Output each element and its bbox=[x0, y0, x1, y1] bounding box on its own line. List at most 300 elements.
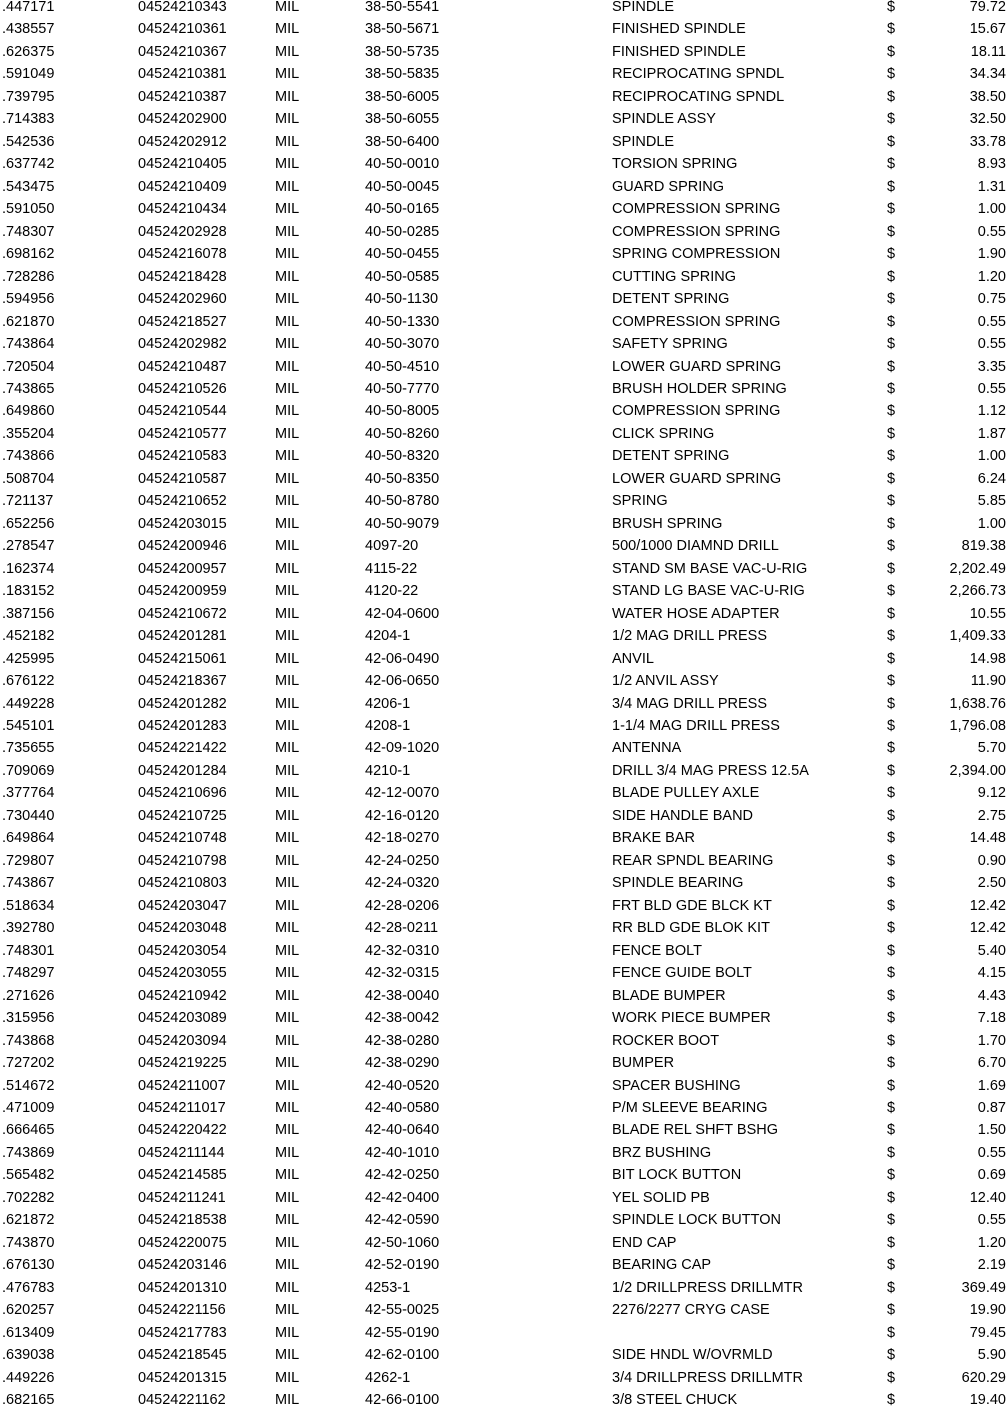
price: 7.18 bbox=[977, 1010, 1006, 1027]
item-id: .743865 bbox=[2, 380, 55, 397]
currency-symbol: $ bbox=[887, 583, 896, 600]
currency-symbol: $ bbox=[887, 470, 896, 487]
part-number: 38-50-6055 bbox=[365, 111, 440, 128]
part-number: 38-50-5541 bbox=[365, 0, 440, 15]
item-id: .452182 bbox=[2, 628, 55, 645]
part-number: 42-32-0315 bbox=[365, 965, 440, 982]
description: 1/2 DRILLPRESS DRILLMTR bbox=[612, 1279, 803, 1296]
part-number: 42-42-0590 bbox=[365, 1212, 440, 1229]
currency-symbol: $ bbox=[887, 291, 896, 308]
currency-symbol: $ bbox=[887, 785, 896, 802]
table-row bbox=[0, 876, 1006, 898]
table-row bbox=[0, 1101, 1006, 1123]
part-number: 42-42-0250 bbox=[365, 1167, 440, 1184]
table-row bbox=[0, 539, 1006, 561]
upc-code: 04524211144 bbox=[138, 1144, 225, 1161]
part-number: 42-66-0100 bbox=[365, 1392, 440, 1409]
description: BLADE REL SHFT BSHG bbox=[612, 1122, 778, 1139]
upc-code: 04524210343 bbox=[138, 0, 227, 15]
description: FINISHED SPINDLE bbox=[612, 43, 746, 60]
part-number: 42-40-0520 bbox=[365, 1077, 440, 1094]
currency-symbol: $ bbox=[887, 605, 896, 622]
price: 819.38 bbox=[961, 538, 1006, 555]
table-row bbox=[0, 0, 1006, 22]
price: 0.55 bbox=[977, 1212, 1006, 1229]
manufacturer: MIL bbox=[275, 1369, 300, 1386]
upc-code: 04524211007 bbox=[138, 1077, 226, 1094]
manufacturer: MIL bbox=[275, 201, 300, 218]
manufacturer: MIL bbox=[275, 336, 300, 353]
currency-symbol: $ bbox=[887, 448, 896, 465]
price: 6.70 bbox=[977, 1055, 1006, 1072]
manufacturer: MIL bbox=[275, 156, 300, 173]
item-id: .729807 bbox=[2, 852, 55, 869]
part-number: 4115-22 bbox=[365, 560, 418, 577]
upc-code: 04524210361 bbox=[138, 21, 227, 38]
price: 2.50 bbox=[977, 875, 1006, 892]
table-row bbox=[0, 292, 1006, 314]
manufacturer: MIL bbox=[275, 178, 300, 195]
price: 0.55 bbox=[977, 336, 1006, 353]
description: COMPRESSION SPRING bbox=[612, 403, 781, 420]
item-id: .162374 bbox=[2, 560, 55, 577]
price: 0.55 bbox=[977, 380, 1006, 397]
currency-symbol: $ bbox=[887, 762, 896, 779]
description: 1-1/4 MAG DRILL PRESS bbox=[612, 718, 780, 734]
item-id: .649860 bbox=[2, 403, 55, 420]
upc-code: 04524210803 bbox=[138, 875, 227, 892]
manufacturer: MIL bbox=[275, 987, 300, 1004]
table-row bbox=[0, 382, 1006, 404]
description: BRZ BUSHING bbox=[612, 1144, 712, 1161]
price: 3.35 bbox=[977, 358, 1006, 375]
part-number: 40-50-4510 bbox=[365, 358, 440, 375]
currency-symbol: $ bbox=[887, 875, 896, 892]
part-number: 42-06-0490 bbox=[365, 650, 440, 667]
currency-symbol: $ bbox=[887, 1099, 896, 1116]
manufacturer: MIL bbox=[275, 560, 300, 577]
price: 1.31 bbox=[977, 178, 1006, 195]
upc-code: 04524215061 bbox=[138, 650, 227, 667]
description: FENCE BOLT bbox=[612, 942, 702, 959]
description: SAFETY SPRING bbox=[612, 336, 728, 353]
price: 1.20 bbox=[977, 1234, 1006, 1251]
price: 1,638.76 bbox=[949, 695, 1006, 712]
upc-code: 04524210652 bbox=[138, 493, 227, 510]
part-number: 40-50-8260 bbox=[365, 425, 440, 442]
table-row bbox=[0, 225, 1006, 247]
part-number: 42-12-0070 bbox=[365, 785, 440, 802]
upc-code: 04524218527 bbox=[138, 313, 227, 330]
item-id: .518634 bbox=[2, 897, 55, 914]
upc-code: 04524218538 bbox=[138, 1212, 227, 1229]
description: SIDE HNDL W/OVRMLD bbox=[612, 1347, 773, 1364]
manufacturer: MIL bbox=[275, 785, 300, 802]
part-number: 40-50-0455 bbox=[365, 246, 440, 263]
description: COMPRESSION SPRING bbox=[612, 313, 781, 330]
upc-code: 04524210942 bbox=[138, 987, 227, 1004]
part-number: 4253-1 bbox=[365, 1279, 411, 1296]
price: 34.34 bbox=[969, 66, 1006, 83]
table-row bbox=[0, 1079, 1006, 1101]
price: 0.55 bbox=[977, 1144, 1006, 1161]
upc-code: 04524218428 bbox=[138, 268, 227, 285]
manufacturer: MIL bbox=[275, 605, 300, 622]
description: STAND SM BASE VAC-U-RIG bbox=[612, 560, 808, 577]
item-id: .387156 bbox=[2, 605, 55, 622]
currency-symbol: $ bbox=[887, 133, 896, 150]
currency-symbol: $ bbox=[887, 21, 896, 38]
description: SPINDLE bbox=[612, 133, 675, 150]
manufacturer: MIL bbox=[275, 1324, 300, 1341]
description: CUTTING SPRING bbox=[612, 268, 737, 285]
price: 1.12 bbox=[977, 403, 1006, 420]
item-id: .514672 bbox=[2, 1077, 55, 1094]
item-id: .743867 bbox=[2, 875, 55, 892]
table-row bbox=[0, 1146, 1006, 1168]
part-number: 4097-20 bbox=[365, 538, 419, 555]
price: 79.45 bbox=[969, 1324, 1006, 1341]
currency-symbol: $ bbox=[887, 807, 896, 824]
manufacturer: MIL bbox=[275, 1257, 300, 1274]
price: 4.43 bbox=[977, 987, 1006, 1004]
part-number: 42-38-0280 bbox=[365, 1032, 440, 1049]
table-row bbox=[0, 494, 1006, 516]
part-number: 42-24-0320 bbox=[365, 875, 440, 892]
part-number: 40-50-8780 bbox=[365, 493, 440, 510]
description: 3/4 DRILLPRESS DRILLMTR bbox=[612, 1369, 803, 1386]
item-id: .748301 bbox=[2, 942, 55, 959]
part-number: 40-50-0165 bbox=[365, 201, 440, 218]
manufacturer: MIL bbox=[275, 1122, 300, 1139]
manufacturer: MIL bbox=[275, 1077, 300, 1094]
upc-code: 04524218367 bbox=[138, 673, 227, 690]
currency-symbol: $ bbox=[887, 1324, 896, 1341]
price: 18.11 bbox=[970, 43, 1006, 60]
item-id: .591050 bbox=[2, 201, 55, 218]
price: 12.42 bbox=[969, 897, 1006, 914]
price: 19.90 bbox=[969, 1302, 1006, 1319]
description: END CAP bbox=[612, 1234, 677, 1251]
part-number: 38-50-6400 bbox=[365, 133, 440, 150]
currency-symbol: $ bbox=[887, 628, 896, 645]
part-number: 42-52-0190 bbox=[365, 1257, 440, 1274]
item-id: .543475 bbox=[2, 178, 55, 195]
currency-symbol: $ bbox=[887, 493, 896, 510]
currency-symbol: $ bbox=[887, 1122, 896, 1139]
currency-symbol: $ bbox=[887, 223, 896, 240]
table-row bbox=[0, 1303, 1006, 1325]
part-number: 4208-1 bbox=[365, 718, 411, 734]
manufacturer: MIL bbox=[275, 88, 300, 105]
item-id: .743870 bbox=[2, 1234, 55, 1251]
description: LOWER GUARD SPRING bbox=[612, 470, 782, 487]
table-row bbox=[0, 22, 1006, 44]
price: 1.70 bbox=[977, 1032, 1006, 1049]
item-id: .508704 bbox=[2, 470, 55, 487]
item-id: .652256 bbox=[2, 515, 55, 532]
table-row bbox=[0, 1056, 1006, 1078]
price: 0.69 bbox=[977, 1167, 1006, 1184]
description: SPACER BUSHING bbox=[612, 1077, 741, 1094]
item-id: .613409 bbox=[2, 1324, 55, 1341]
part-number: 42-32-0310 bbox=[365, 942, 440, 959]
manufacturer: MIL bbox=[275, 852, 300, 869]
part-number: 40-50-0285 bbox=[365, 223, 440, 240]
part-number: 42-42-0400 bbox=[365, 1189, 440, 1206]
price: 2.75 bbox=[977, 807, 1006, 824]
currency-symbol: $ bbox=[887, 425, 896, 442]
part-number: 38-50-5671 bbox=[365, 21, 440, 38]
upc-code: 04524210381 bbox=[138, 66, 227, 83]
part-number: 42-16-0120 bbox=[365, 807, 440, 824]
item-id: .542536 bbox=[2, 133, 55, 150]
description: LOWER GUARD SPRING bbox=[612, 358, 782, 375]
manufacturer: MIL bbox=[275, 942, 300, 959]
description: 3/8 STEEL CHUCK bbox=[612, 1392, 738, 1409]
part-number: 4120-22 bbox=[365, 583, 419, 600]
currency-symbol: $ bbox=[887, 380, 896, 397]
item-id: .735655 bbox=[2, 740, 55, 757]
description: SPINDLE LOCK BUTTON bbox=[612, 1212, 781, 1229]
table-row bbox=[0, 449, 1006, 471]
table-row bbox=[0, 427, 1006, 449]
part-number: 42-06-0650 bbox=[365, 673, 440, 690]
item-id: .727202 bbox=[2, 1055, 55, 1072]
table-row bbox=[0, 360, 1006, 382]
manufacturer: MIL bbox=[275, 695, 300, 712]
price: 5.85 bbox=[977, 493, 1006, 510]
upc-code: 04524201284 bbox=[138, 762, 227, 779]
part-number: 42-55-0025 bbox=[365, 1302, 440, 1319]
manufacturer: MIL bbox=[275, 628, 300, 645]
upc-code: 04524202928 bbox=[138, 223, 227, 240]
item-id: .438557 bbox=[2, 21, 55, 38]
item-id: .476783 bbox=[2, 1279, 55, 1296]
price: 1,409.33 bbox=[949, 628, 1006, 645]
description: FRT BLD GDE BLCK KT bbox=[612, 897, 772, 914]
upc-code: 04524210526 bbox=[138, 380, 227, 397]
item-id: .739795 bbox=[2, 88, 55, 105]
price: 32.50 bbox=[969, 111, 1006, 128]
item-id: .682165 bbox=[2, 1392, 55, 1409]
currency-symbol: $ bbox=[887, 268, 896, 285]
price: 1.50 bbox=[977, 1122, 1006, 1139]
price: 2.19 bbox=[977, 1257, 1006, 1274]
manufacturer: MIL bbox=[275, 897, 300, 914]
upc-code: 04524211017 bbox=[138, 1099, 226, 1116]
table-row bbox=[0, 831, 1006, 853]
manufacturer: MIL bbox=[275, 830, 300, 847]
table-row bbox=[0, 112, 1006, 134]
description: STAND LG BASE VAC-U-RIG bbox=[612, 583, 805, 600]
description: SIDE HANDLE BAND bbox=[612, 807, 754, 824]
table-row bbox=[0, 966, 1006, 988]
table-row bbox=[0, 1168, 1006, 1190]
price: 2,266.73 bbox=[949, 583, 1006, 600]
part-number: 4204-1 bbox=[365, 628, 411, 645]
item-id: .620257 bbox=[2, 1302, 55, 1319]
upc-code: 04524210748 bbox=[138, 830, 227, 847]
upc-code: 04524201283 bbox=[138, 718, 227, 734]
currency-symbol: $ bbox=[887, 1347, 896, 1364]
part-number: 42-24-0250 bbox=[365, 852, 440, 869]
price: 1.87 bbox=[977, 425, 1006, 442]
part-number: 40-50-7770 bbox=[365, 380, 440, 397]
description: BUMPER bbox=[612, 1055, 675, 1072]
manufacturer: MIL bbox=[275, 43, 300, 60]
table-row bbox=[0, 1191, 1006, 1213]
price: 14.98 bbox=[969, 650, 1006, 667]
table-row bbox=[0, 697, 1006, 719]
currency-symbol: $ bbox=[887, 1392, 896, 1409]
part-number: 4210-1 bbox=[365, 762, 411, 779]
upc-code: 04524210367 bbox=[138, 43, 227, 60]
item-id: .666465 bbox=[2, 1122, 55, 1139]
part-number: 42-40-0640 bbox=[365, 1122, 440, 1139]
table-row bbox=[0, 562, 1006, 584]
currency-symbol: $ bbox=[887, 718, 896, 734]
part-number: 42-55-0190 bbox=[365, 1324, 440, 1341]
manufacturer: MIL bbox=[275, 0, 300, 15]
table-row bbox=[0, 741, 1006, 763]
manufacturer: MIL bbox=[275, 291, 300, 308]
price: 1.00 bbox=[977, 448, 1006, 465]
part-number: 42-40-0580 bbox=[365, 1099, 440, 1116]
item-id: .271626 bbox=[2, 987, 55, 1004]
item-id: .637742 bbox=[2, 156, 55, 173]
currency-symbol: $ bbox=[887, 673, 896, 690]
currency-symbol: $ bbox=[887, 156, 896, 173]
part-number: 42-38-0042 bbox=[365, 1010, 440, 1027]
currency-symbol: $ bbox=[887, 1010, 896, 1027]
item-id: .591049 bbox=[2, 66, 55, 83]
table-row bbox=[0, 629, 1006, 651]
upc-code: 04524210405 bbox=[138, 156, 227, 173]
item-id: .709069 bbox=[2, 762, 55, 779]
part-number: 40-50-8320 bbox=[365, 448, 440, 465]
table-row bbox=[0, 1123, 1006, 1145]
description: WATER HOSE ADAPTER bbox=[612, 605, 780, 622]
item-id: .377764 bbox=[2, 785, 55, 802]
description: SPINDLE bbox=[612, 0, 675, 15]
part-number: 42-50-1060 bbox=[365, 1234, 440, 1251]
table-row bbox=[0, 404, 1006, 426]
currency-symbol: $ bbox=[887, 1279, 896, 1296]
upc-code: 04524210577 bbox=[138, 425, 227, 442]
upc-code: 04524210544 bbox=[138, 403, 227, 420]
manufacturer: MIL bbox=[275, 538, 300, 555]
upc-code: 04524211241 bbox=[138, 1189, 226, 1206]
description: BIT LOCK BUTTON bbox=[612, 1167, 742, 1184]
table-row bbox=[0, 764, 1006, 786]
table-row bbox=[0, 67, 1006, 89]
price: 8.93 bbox=[977, 156, 1006, 173]
manufacturer: MIL bbox=[275, 246, 300, 263]
description: BLADE PULLEY AXLE bbox=[612, 785, 760, 802]
currency-symbol: $ bbox=[887, 538, 896, 555]
price: 12.40 bbox=[969, 1189, 1006, 1206]
description: RR BLD GDE BLOK KIT bbox=[612, 920, 770, 937]
currency-symbol: $ bbox=[887, 246, 896, 263]
currency-symbol: $ bbox=[887, 0, 896, 15]
currency-symbol: $ bbox=[887, 987, 896, 1004]
table-row bbox=[0, 1393, 1006, 1415]
item-id: .676122 bbox=[2, 673, 55, 690]
manufacturer: MIL bbox=[275, 807, 300, 824]
upc-code: 04524221162 bbox=[138, 1392, 226, 1409]
currency-symbol: $ bbox=[887, 740, 896, 757]
part-number: 42-04-0600 bbox=[365, 605, 440, 622]
currency-symbol: $ bbox=[887, 1055, 896, 1072]
description: BRUSH HOLDER SPRING bbox=[612, 380, 787, 397]
table-row bbox=[0, 719, 1006, 741]
price: 1.00 bbox=[977, 515, 1006, 532]
description: RECIPROCATING SPNDL bbox=[612, 66, 785, 83]
price: 79.72 bbox=[969, 0, 1006, 15]
description: DETENT SPRING bbox=[612, 291, 730, 308]
currency-symbol: $ bbox=[887, 920, 896, 937]
upc-code: 04524203094 bbox=[138, 1032, 227, 1049]
table-row bbox=[0, 157, 1006, 179]
upc-code: 04524203048 bbox=[138, 920, 227, 937]
description: P/M SLEEVE BEARING bbox=[612, 1099, 768, 1116]
upc-code: 04524203055 bbox=[138, 965, 227, 982]
description: WORK PIECE BUMPER bbox=[612, 1010, 771, 1027]
item-id: .315956 bbox=[2, 1010, 55, 1027]
item-id: .743864 bbox=[2, 336, 55, 353]
table-row bbox=[0, 315, 1006, 337]
manufacturer: MIL bbox=[275, 1099, 300, 1116]
part-number: 40-50-0045 bbox=[365, 178, 440, 195]
manufacturer: MIL bbox=[275, 1167, 300, 1184]
currency-symbol: $ bbox=[887, 1234, 896, 1251]
currency-symbol: $ bbox=[887, 965, 896, 982]
description: COMPRESSION SPRING bbox=[612, 223, 781, 240]
description: GUARD SPRING bbox=[612, 178, 724, 195]
item-id: .626375 bbox=[2, 43, 55, 60]
manufacturer: MIL bbox=[275, 1347, 300, 1364]
upc-code: 04524203015 bbox=[138, 515, 227, 532]
price: 4.15 bbox=[977, 965, 1006, 982]
price: 1,796.08 bbox=[949, 718, 1006, 734]
table-row bbox=[0, 337, 1006, 359]
table-row bbox=[0, 652, 1006, 674]
manufacturer: MIL bbox=[275, 425, 300, 442]
item-id: .565482 bbox=[2, 1167, 55, 1184]
part-number: 40-50-8350 bbox=[365, 470, 440, 487]
item-id: .721137 bbox=[2, 493, 54, 510]
upc-code: 04524201310 bbox=[138, 1279, 227, 1296]
description: TORSION SPRING bbox=[612, 156, 738, 173]
table-row bbox=[0, 584, 1006, 606]
table-row bbox=[0, 1236, 1006, 1258]
upc-code: 04524203089 bbox=[138, 1010, 227, 1027]
price: 2,394.00 bbox=[949, 762, 1006, 779]
upc-code: 04524210583 bbox=[138, 448, 227, 465]
description: BRAKE BAR bbox=[612, 830, 695, 847]
manufacturer: MIL bbox=[275, 470, 300, 487]
currency-symbol: $ bbox=[887, 830, 896, 847]
table-row bbox=[0, 90, 1006, 112]
item-id: .425995 bbox=[2, 650, 55, 667]
table-row bbox=[0, 135, 1006, 157]
part-number: 42-09-1020 bbox=[365, 740, 440, 757]
currency-symbol: $ bbox=[887, 852, 896, 869]
table-row bbox=[0, 786, 1006, 808]
item-id: .278547 bbox=[2, 538, 55, 555]
item-id: .730440 bbox=[2, 807, 55, 824]
